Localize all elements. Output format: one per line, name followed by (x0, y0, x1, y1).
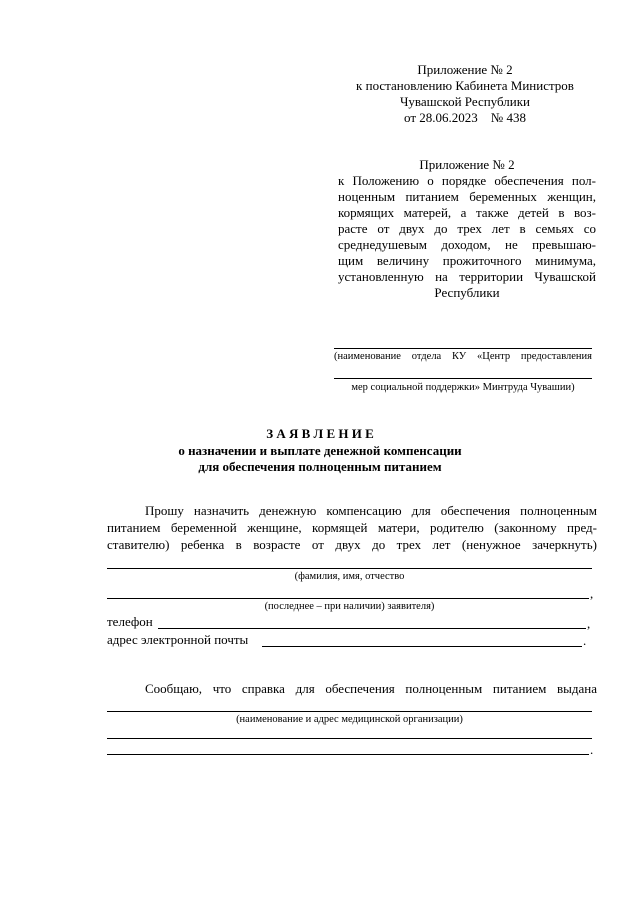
appendix-second-line-7: установленную на территории Чувашской (338, 269, 596, 284)
paragraph-1-line-3: ставителю) ребенка в возрасте от двух до трех лет (ненужное зачеркнуть) (107, 537, 597, 552)
appendix-top-line-3: Чувашской Республики (399, 94, 531, 109)
appendix-second-line-1: к Положению о порядке обеспечения пол- (338, 173, 596, 188)
recipient-caption-1: (наименование отдела КУ «Центр предоставления (334, 351, 592, 362)
appendix-second-line-3: кормящих матерей, а также детей в воз- (338, 205, 596, 220)
appendix-top-line-1: Приложение № 2 (417, 62, 513, 77)
paragraph-2: Сообщаю, что справка для обеспечения полноценным питанием выдана (145, 681, 597, 696)
recipient-line-1[interactable] (334, 348, 592, 349)
appendix-second-line-5: среднедушевым доходом, не превышаю- (338, 237, 596, 252)
appendix-second-line-4: расте от двух до трех лет в семьях со (338, 221, 596, 236)
paragraph-1-line-2: питанием беременной женщине, кормящей матери, родителю (законному пред- (107, 520, 597, 535)
med-org-line-2[interactable] (107, 738, 592, 739)
fio-comma: , (590, 586, 594, 601)
fio-caption: (фамилия, имя, отчество (294, 571, 405, 582)
fio-line-2[interactable] (107, 598, 589, 599)
appendix-top-line-4: от 28.06.2023 № 438 (404, 110, 526, 125)
fio-line[interactable] (107, 568, 592, 569)
med-org-dot: . (590, 742, 594, 757)
appendix-second-line-2: ноценным питанием беременных женщин, (338, 189, 596, 204)
page-title: З А Я В Л Е Н И Е (266, 426, 374, 441)
med-org-line-3[interactable] (107, 754, 589, 755)
recipient-line-2[interactable] (334, 378, 592, 379)
appendix-top (330, 62, 600, 126)
phone-field[interactable] (158, 628, 586, 629)
appendix-second-last: Республики (434, 285, 500, 300)
heading-line-1: о назначении и выплате денежной компенсации (178, 443, 462, 458)
fio-caption-2: (последнее – при наличии) заявителя) (264, 601, 435, 612)
med-org-line[interactable] (107, 711, 592, 712)
phone-label: телефон (107, 614, 153, 629)
email-field[interactable] (262, 646, 582, 647)
email-dot: . (583, 633, 587, 648)
appendix-second-title: Приложение № 2 (419, 157, 515, 172)
appendix-second (338, 157, 596, 301)
med-org-caption: (наименование и адрес медицинской организации) (236, 714, 463, 725)
paragraph-1-line-1: Прошу назначить денежную компенсацию для обеспечения полноценным (145, 503, 597, 518)
recipient-caption-2: мер социальной поддержки» Минтруда Чувашии) (351, 382, 575, 393)
phone-comma: , (587, 616, 591, 631)
appendix-second-line-6: щим величину прожиточного минимума, (338, 253, 596, 268)
heading-line-2: для обеспечения полноценным питанием (198, 459, 442, 474)
appendix-top-line-2: к постановлению Кабинета Министров (356, 78, 574, 93)
email-label: адрес электронной почты (107, 632, 249, 647)
